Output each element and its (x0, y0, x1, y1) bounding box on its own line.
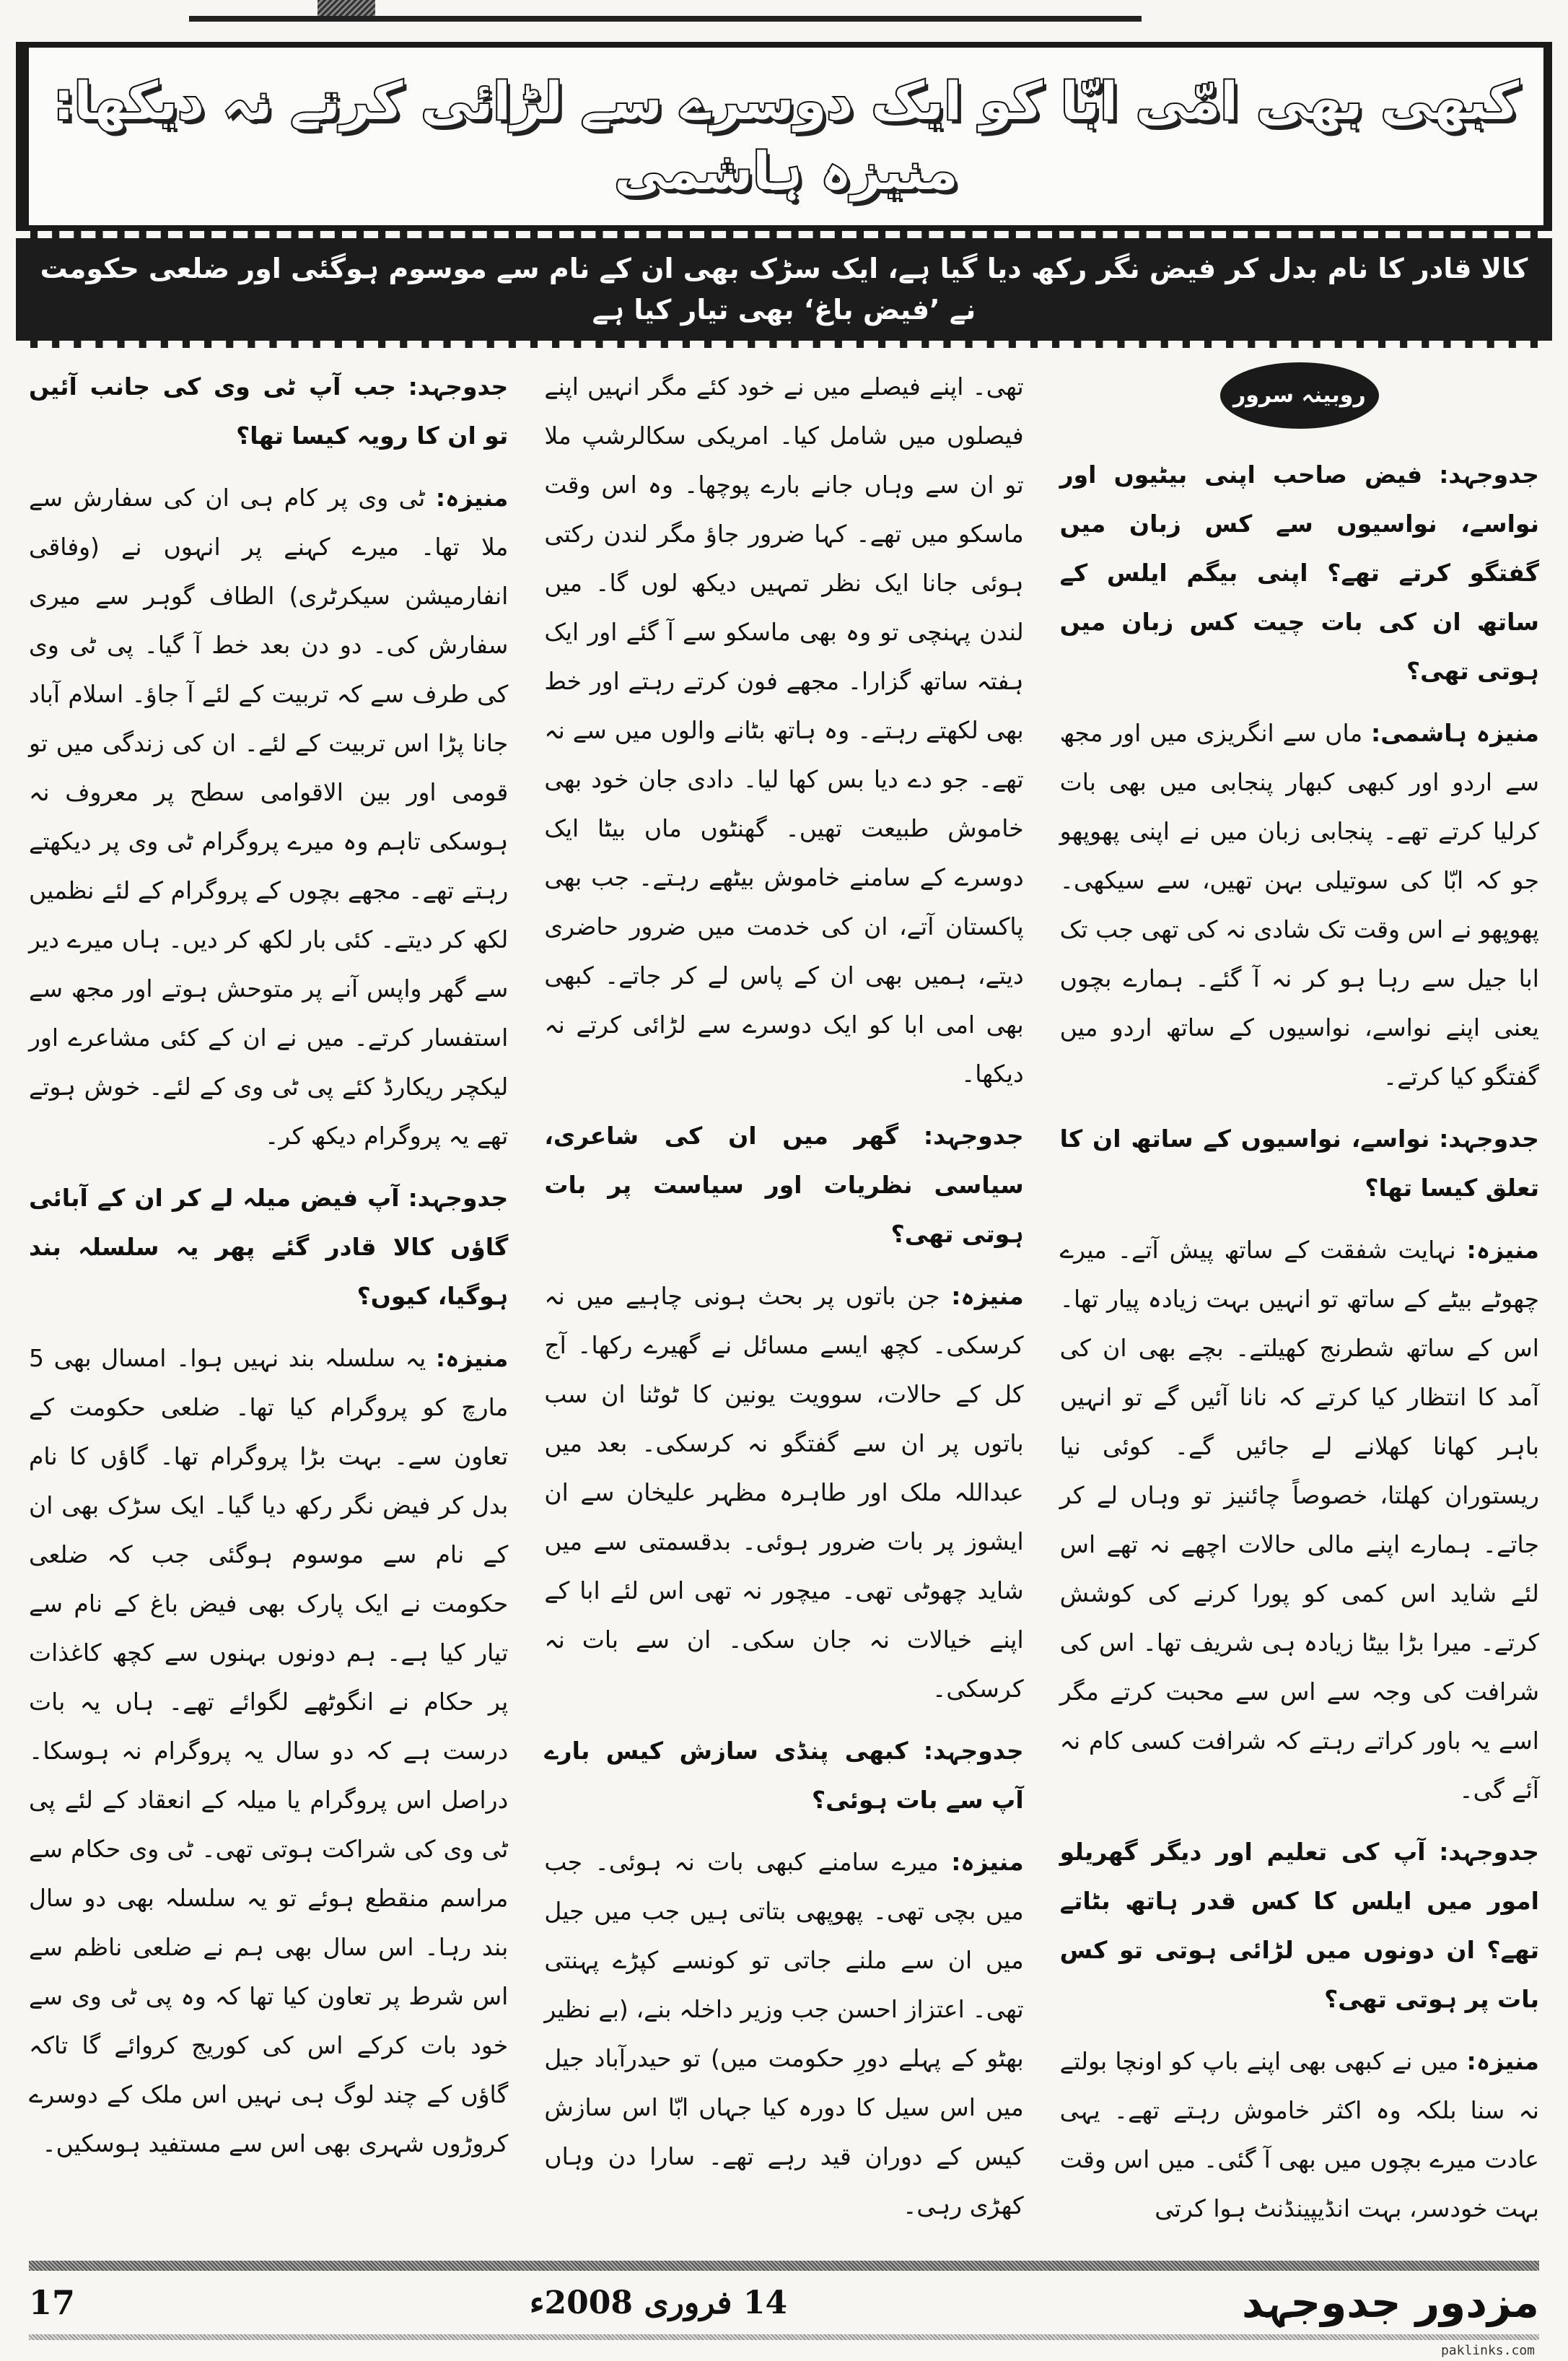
answer-text: میں نے کبھی بھی اپنے باپ کو اونچا بولتے نہ سنا بلکہ وہ اکثر خاموش رہتے تھے۔ یہی عادت میرے بچوں میں بھی آ گئی۔ میں اس وقت بہت خودسر، بہت انڈیپینڈنٹ ہوا کرتی (1059, 2047, 1539, 2222)
question-text: جب آپ ٹی وی کی جانب آئیں تو ان کا رویہ کیسا تھا؟ (29, 372, 509, 450)
author-byline: روبینہ سرور (1220, 362, 1379, 429)
masthead-logo: مزدور جدوجہد (1241, 2278, 1539, 2327)
paragraph (544, 1727, 1023, 1825)
speaker-label: منیزہ: (435, 484, 509, 512)
speaker-label: منیزہ: (1466, 2047, 1539, 2075)
paragraph (544, 1838, 1023, 2230)
answer-text: جن باتوں پر بحث ہونی چاہیے میں نہ کرسکی۔ کچھ ایسے مسائل نے گھیرے رکھا۔ آج کل کے حالات، سوویت یونین کا ٹوٹنا ان سب باتوں پر ان سے گفتگو نہ کرسکی۔ بعد میں عبداللہ ملک اور طاہرہ مظہر علیخان سے ان ایشوز پر بات ضرور ہوئی۔ بدقسمتی سے میں شاید چھوٹی تھی۔ میچور نہ تھی اس لئے ابا کے اپنے خیالات نہ جان سکی۔ ان سے بات نہ کرسکی۔ (544, 1282, 1024, 1703)
paragraph (1060, 450, 1539, 696)
paragraph (1060, 2037, 1539, 2233)
paragraph (1060, 1226, 1539, 1815)
footer-rule (29, 2261, 1539, 2271)
speaker-label: جدوجہد: (923, 1737, 1024, 1765)
footer-rule-bottom (29, 2334, 1539, 2340)
speaker-label: منیزہ: (435, 1344, 509, 1372)
question-text: آپ کی تعلیم اور دیگر گھریلو امور میں ایلس کا کس قدر ہاتھ بٹاتے تھے؟ ان دونوں میں لڑائی ہوتی تو کس بات پر ہوتی تھی؟ (1059, 1838, 1539, 2013)
speaker-label: جدوجہد: (923, 1122, 1024, 1150)
speaker-label: جدوجہد: (408, 1184, 509, 1212)
question-text: گھر میں ان کی شاعری، سیاسی نظریات اور سیاست پر بات ہوتی تھی؟ (544, 1122, 1024, 1248)
paragraph (544, 362, 1023, 1099)
speaker-label: منیزہ ہاشمی: (1371, 719, 1539, 747)
paragraph (29, 473, 508, 1161)
page-number: 17 (29, 2283, 76, 2322)
paragraph (1060, 1114, 1539, 1213)
paragraph (544, 1112, 1023, 1259)
answer-text: نہایت شفقت کے ساتھ پیش آتے۔ میرے چھوٹے بیٹے کے ساتھ تو انہیں بہت زیادہ پیار تھا۔ اس کے ساتھ شطرنج کھیلتے۔ بچے بھی ان کی آمد کا انتظار کیا کرتے کہ نانا آئیں گے تو انہیں باہر کھانا کھلانے لے جائیں گے۔ کوئی نیا ریستوران کھلتا، خصوصاً چائنیز تو وہاں لے کر جاتے۔ ہمارے اپنے مالی حالات اچھے نہ تھے اس لئے شاید اس کمی کو پورا کرنے کی کوشش کرتے۔ میرا بڑا بیٹا زیادہ ہی شریف تھا۔ اس کی شرافت کی وجہ سے اس سے محبت کرتے مگر اسے یہ باور کراتے رہتے کہ شرافت کسی کام نہ آئے گی۔ (1059, 1236, 1539, 1804)
top-rule (189, 16, 1142, 22)
answer-text: یہ سلسلہ بند نہیں ہوا۔ امسال بھی 5 مارچ کو پروگرام کیا تھا۔ ضلعی حکومت کے تعاون سے۔ بہت بڑا پروگرام تھا۔ گاؤں کا نام بدل کر فیض نگر رکھ دیا گیا۔ ایک سڑک بھی ان کے نام سے موسوم ہوگئی جب کہ ضلعی حکومت نے ایک پارک بھی فیض باغ کے نام سے تیار کیا ہے۔ ہم دونوں بہنوں سے کچھ کاغذات پر حکام نے انگوٹھے لگوائے تھے۔ ہاں یہ بات درست ہے کہ دو سال یہ پروگرام نہ ہوسکا۔ دراصل اس پروگرام یا میلہ کے انعقاد کے لئے پی ٹی وی کی شراکت ہوتی تھی۔ ٹی وی حکام سے مراسم منقطع ہوئے تو یہ سلسلہ بھی دو سال بند رہا۔ اس سال بھی ہم نے ضلعی ناظم سے اس شرط پر تعاون کیا تھا کہ وہ پی ٹی وی سے خود بات کرکے اس کی کوریج کروائے گا تاکہ گاؤں کے چند لوگ ہی نہیں اس ملک کے دوسرے کروڑوں شہری بھی اس سے مستفید ہوسکیں۔ (29, 1344, 509, 2157)
paragraph (29, 1334, 508, 2168)
question-text: نواسے، نواسیوں کے ساتھ ان کا تعلق کیسا تھا؟ (1059, 1125, 1539, 1202)
footer-row (29, 2271, 1539, 2334)
issue-date: 14 فروری 2008ء (529, 2284, 788, 2321)
speaker-label: منیزہ: (951, 1282, 1024, 1310)
photo-fragment (317, 0, 375, 16)
headline-box (16, 42, 1552, 231)
answer-text: میرے سامنے کبھی بات نہ ہوئی۔ جب میں بچی تھی۔ پھوپھی بتاتی ہیں جب میں جیل میں ان سے ملنے جاتی تو کونسے کپڑے پہنتی تھی۔ اعتزاز احسن جب وزیر داخلہ بنے، (بے نظیر بھٹو کے پہلے دورِ حکومت میں) تو حیدرآباد جیل میں اس سیل کا دورہ کیا جہاں ابّا اس سازش کیس کے دوران قید رہے تھے۔ سارا دن وہاں کھڑی رہی۔ (544, 1848, 1024, 2220)
speaker-label: جدوجہد: (1439, 1838, 1539, 1866)
paragraph (1060, 709, 1539, 1101)
answer-text: ٹی وی پر کام ہی ان کی سفارش سے ملا تھا۔ میرے کہنے پر انہوں نے (وفاقی انفارمیشن سیکرٹری) الطاف گوہر سے میری سفارش کی۔ دو دن بعد خط آ گیا۔ پی ٹی وی کی طرف سے کہ تربیت کے لئے آ جاؤ۔ اسلام آباد جانا پڑا اس تربیت کے لئے۔ ان کی زندگی میں تو قومی اور بین الاقوامی سطح پر معروف نہ ہوسکی تاہم وہ میرے پروگرام ٹی وی پر دیکھتے رہتے تھے۔ مجھے بچوں کے پروگرام کے لئے نظمیں لکھ کر دیتے۔ کئی بار لکھ کر دیں۔ ہاں میرے دیر سے گھر واپس آنے پر متوحش ہوتے اور مجھ سے استفسار کرتے۔ میں نے ان کے کئی مشاعرے اور لیکچر ریکارڈ کئے پی ٹی وی کے لئے۔ خوش ہوتے تھے یہ پروگرام دیکھ کر۔ (29, 484, 509, 1150)
column-middle (544, 362, 1023, 2246)
speaker-label: جدوجہد: (1439, 461, 1539, 489)
watermark-row (29, 2340, 1539, 2361)
paragraph (29, 1174, 508, 1321)
question-text: فیض صاحب اپنی بیٹیوں اور نواسے، نواسیوں سے کس زبان میں گفتگو کرتے تھے؟ اپنی بیگم ایلس کے ساتھ ان کی بات چیت کس زبان میں ہوتی تھی؟ (1059, 461, 1539, 685)
paragraph (1060, 1828, 1539, 2024)
question-text: کبھی پنڈی سازش کیس بارے آپ سے بات ہوئی؟ (544, 1737, 1024, 1814)
subtitle-banner (16, 231, 1552, 348)
article-columns (16, 348, 1552, 2246)
watermark: paklinks.com (1440, 2343, 1535, 2358)
page-title: کبھی بھی امّی ابّا کو ایک دوسرے سے لڑائی کرتے نہ دیکھا: منیزہ ہاشمی (53, 70, 1520, 201)
speaker-label: جدوجہد: (1439, 1125, 1539, 1153)
page-footer (16, 2261, 1552, 2361)
answer-text: ماں سے انگریزی میں اور مجھ سے اردو اور کبھی کبھار پنجابی میں بھی بات کرلیا کرتے تھے۔ پنجابی زبان میں نے اپنی پھوپھو جو کہ ابّا کی سوتیلی بہن تھیں، سے سیکھی۔ پھوپھو نے اس وقت تک شادی نہ کی تھی جب تک ابا جیل سے رہا ہو کر نہ آ گئے۔ ہمارے بچوں یعنی اپنے نواسے، نواسیوں کے ساتھ اردو میں گفتگو کیا کرتے۔ (1059, 719, 1539, 1091)
speaker-label: جدوجہد: (408, 372, 509, 401)
column-right (1060, 362, 1539, 2246)
answer-text: تھی۔ اپنے فیصلے میں نے خود کئے مگر انہیں اپنے فیصلوں میں شامل کیا۔ امریکی سکالرشپ ملا تو ان سے وہاں جانے بارے پوچھا۔ وہ اس وقت ماسکو میں تھے۔ کہا ضرور جاؤ مگر لندن رکتی ہوئی جانا ایک نظر تمہیں دیکھ لوں گا۔ میں لندن پہنچی تو وہ بھی ماسکو سے آ گئے اور ایک ہفتہ ساتھ گزارا۔ مجھے فون کرتے رہتے اور خط بھی لکھتے رہتے۔ وہ ہاتھ بٹانے والوں میں سے نہ تھے۔ جو دے دیا بس کھا لیا۔ دادی جان خود بھی خاموش طبیعت تھیں۔ گھنٹوں ماں بیٹا ایک دوسرے کے سامنے خاموش بیٹھے رہتے۔ جب بھی پاکستان آتے، ان کی خدمت میں ضرور حاضری دیتے، ہمیں بھی ان کے پاس لے کر جاتے۔ کبھی بھی امی ابا کو ایک دوسرے سے لڑائی کرتے نہ دیکھا۔ (544, 372, 1024, 1088)
question-text: آپ فیض میلہ لے کر ان کے آبائی گاؤں کالا قادر گئے پھر یہ سلسلہ بند ہوگیا، کیوں؟ (29, 1184, 509, 1310)
speaker-label: منیزہ: (1466, 1236, 1539, 1264)
subtitle-text: کالا قادر کا نام بدل کر فیض نگر رکھ دیا گیا ہے، ایک سڑک بھی ان کے نام سے موسوم ہوگئی اور ضلعی حکومت نے ’فیض باغ‘ بھی تیار کیا ہے (40, 253, 1528, 326)
column-left (29, 362, 508, 2246)
paragraph (29, 362, 508, 461)
speaker-label: منیزہ: (951, 1848, 1024, 1876)
paragraph (544, 1272, 1023, 1714)
